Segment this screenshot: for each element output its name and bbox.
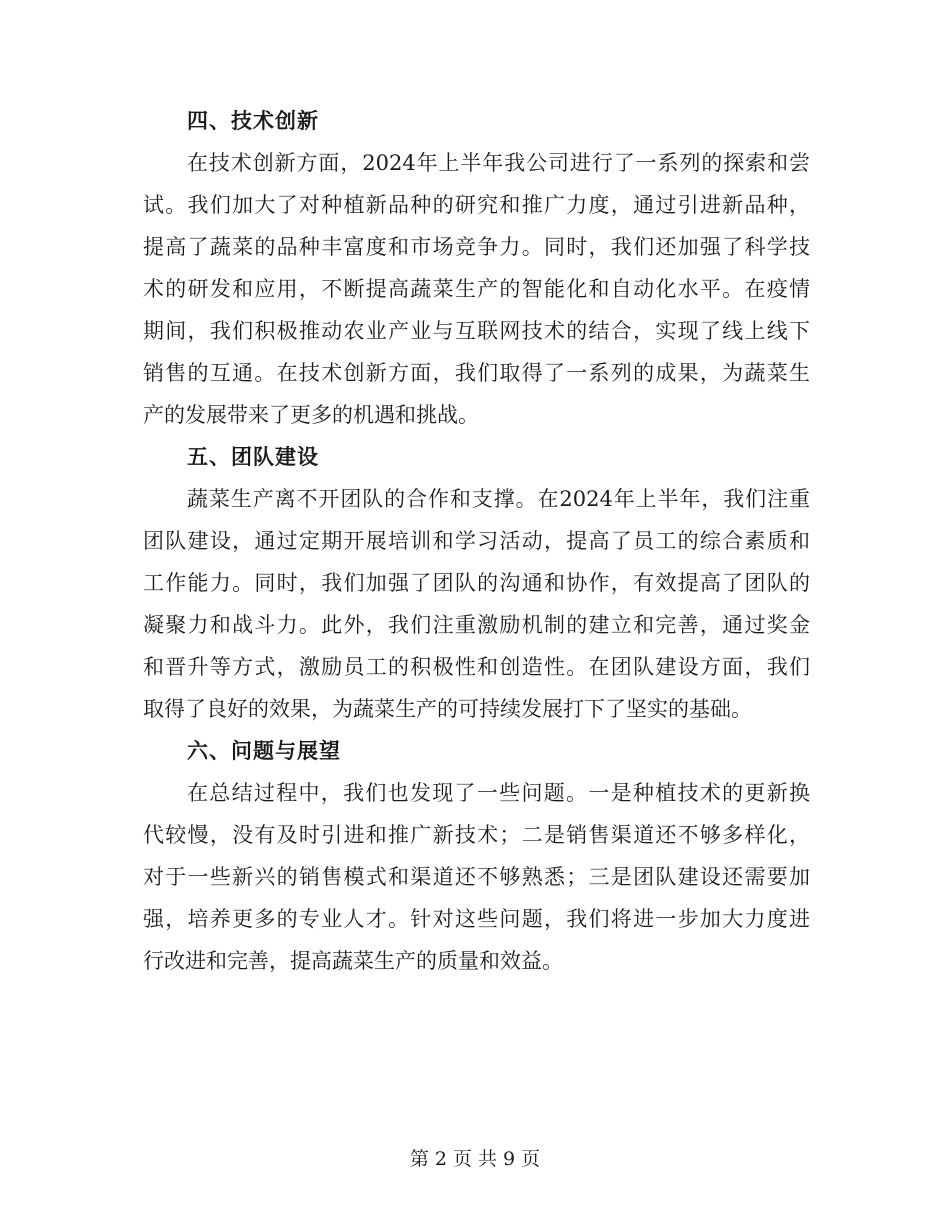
section-heading-problems-outlook: 六、问题与展望 xyxy=(187,738,341,763)
section-heading-team-building: 五、团队建设 xyxy=(187,444,319,469)
text-line: 在技术创新方面，2024年上半年我公司进行了一系列的探索和尝 xyxy=(187,151,810,175)
text-line: 在总结过程中，我们也发现了一些问题。一是种植技术的更新换 xyxy=(187,781,810,805)
text-line: 工作能力。同时，我们加强了团队的沟通和协作，有效提高了团队的 xyxy=(143,571,810,595)
text-line: 凝聚力和战斗力。此外，我们注重激励机制的建立和完善，通过奖金 xyxy=(143,613,810,637)
text-line: 和晋升等方式，激励员工的积极性和创造性。在团队建设方面，我们 xyxy=(143,655,810,679)
text-line: 期间，我们积极推动农业产业与互联网技术的结合，实现了线上线下 xyxy=(143,319,810,343)
text-line: 蔬菜生产离不开团队的合作和支撑。在2024年上半年，我们注重 xyxy=(187,487,810,511)
text-line: 强，培养更多的专业人才。针对这些问题，我们将进一步加大力度进 xyxy=(143,907,810,931)
page-number-footer: 第 2 页 共 9 页 xyxy=(409,1148,541,1170)
paragraph-problems-outlook xyxy=(143,772,810,982)
text-line: 代较慢，没有及时引进和推广新技术；二是销售渠道还不够多样化， xyxy=(143,823,810,847)
text-line: 术的研发和应用，不断提高蔬菜生产的智能化和自动化水平。在疫情 xyxy=(143,277,810,301)
text-line: 提高了蔬菜的品种丰富度和市场竞争力。同时，我们还加强了科学技 xyxy=(143,235,810,259)
paragraph-tech-innovation xyxy=(143,142,810,436)
paragraph-team-building xyxy=(143,478,810,730)
text-line: 销售的互通。在技术创新方面，我们取得了一系列的成果，为蔬菜生 xyxy=(143,361,810,385)
text-line: 取得了良好的效果，为蔬菜生产的可持续发展打下了坚实的基础。 xyxy=(143,697,752,721)
section-heading-tech-innovation: 四、技术创新 xyxy=(187,108,319,133)
document-body xyxy=(143,100,810,982)
text-line: 试。我们加大了对种植新品种的研究和推广力度，通过引进新品种， xyxy=(143,193,810,217)
text-line: 产的发展带来了更多的机遇和挑战。 xyxy=(143,403,479,427)
text-line: 对于一些新兴的销售模式和渠道还不够熟悉；三是团队建设还需要加 xyxy=(143,865,810,889)
text-line: 团队建设，通过定期开展培训和学习活动，提高了员工的综合素质和 xyxy=(143,529,810,553)
text-line: 行改进和完善，提高蔬菜生产的质量和效益。 xyxy=(143,949,563,973)
